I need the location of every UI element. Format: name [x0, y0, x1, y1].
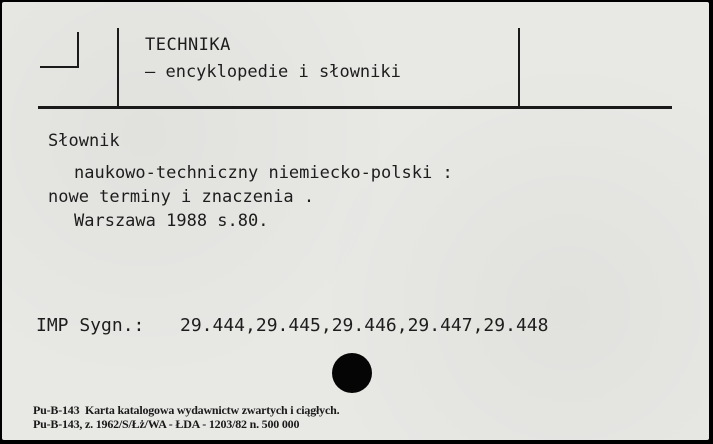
catalog-card	[2, 2, 709, 440]
header-divider-right	[518, 28, 520, 108]
corner-mark-horizontal	[40, 66, 79, 68]
footer-line-2: Pu-B-143, z. 1962/S/Łż/WA - ŁDA - 1203/82 n. 500 000	[33, 417, 300, 431]
record-line-1: Słownik	[48, 131, 120, 151]
punch-hole	[332, 353, 372, 393]
corner-mark-vertical	[77, 32, 79, 68]
header-title: TECHNIKA	[145, 35, 231, 55]
record-line-2: naukowo-techniczny niemiecko-polski :	[74, 163, 453, 183]
record-line-3: nowe terminy i znaczenia .	[48, 187, 315, 207]
header-subtitle: – encyklopedie i słowniki	[145, 62, 401, 82]
header-rule	[38, 106, 672, 109]
header-divider-left	[117, 28, 119, 108]
signature-value: 29.444,29.445,29.446,29.447,29.448	[180, 315, 549, 336]
footer-line-1: Pu-B-143 Karta katalogowa wydawnictw zwartych i ciągłych.	[33, 403, 340, 417]
signature-label: IMP Sygn.:	[36, 315, 145, 336]
record-line-4: Warszawa 1988 s.80.	[74, 211, 269, 231]
